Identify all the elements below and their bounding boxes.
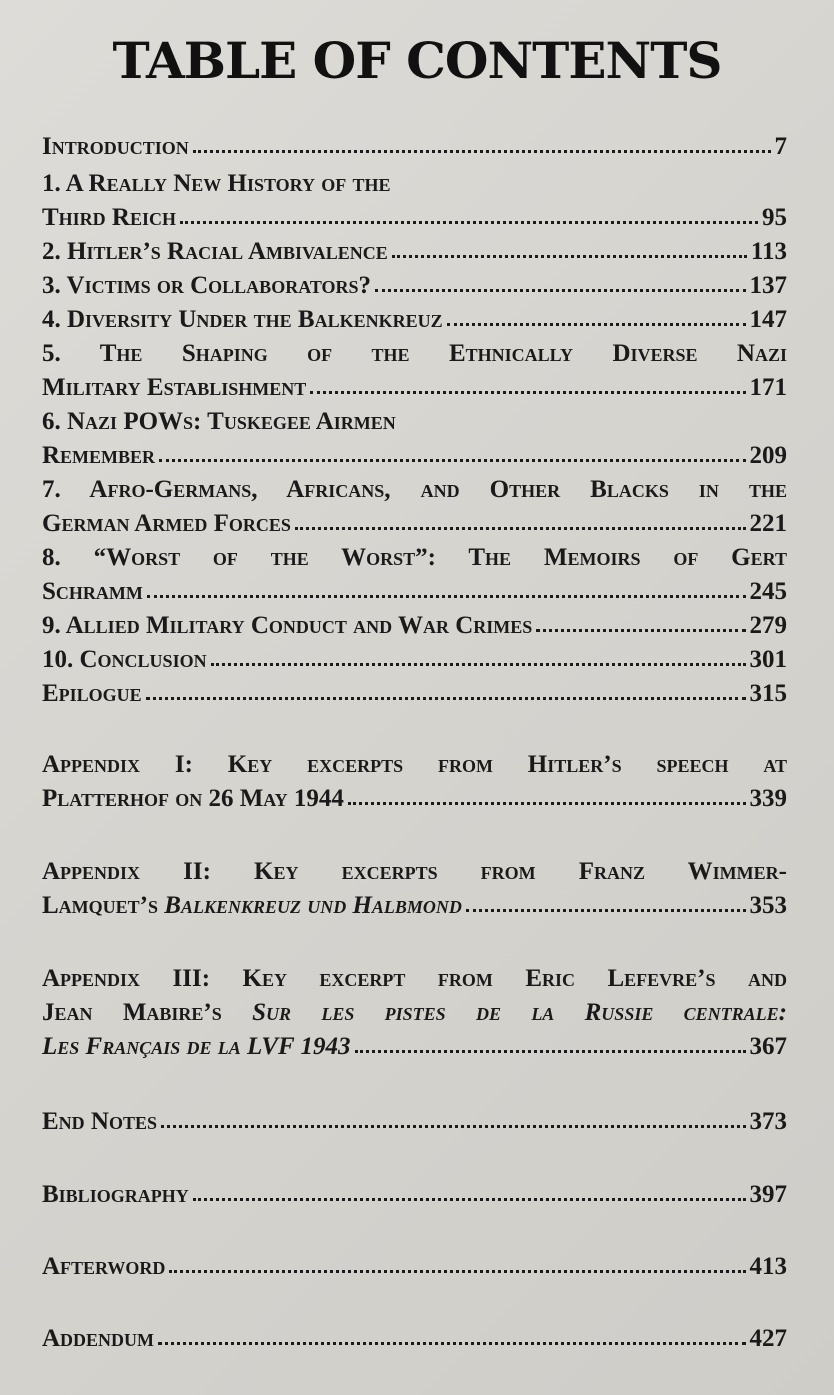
page-number: 113 — [750, 238, 787, 265]
entry-label: Appendix I: Key excerpts from Hitler’s speech at — [42, 751, 787, 778]
entry-label: Appendix II: Key excerpts from Franz Wimmer- — [42, 858, 787, 885]
toc-entry-appendix2[interactable] — [42, 855, 787, 923]
dot-leader — [180, 207, 758, 227]
page-number: 397 — [749, 1181, 787, 1208]
dot-leader — [348, 788, 746, 808]
entry-label-prefix: Lamquet’s — [42, 892, 165, 919]
toc-entry-appendix1[interactable] — [42, 748, 787, 816]
entry-label: 9. Allied Military Conduct and War Crimes — [42, 612, 533, 639]
dot-leader — [158, 1328, 745, 1348]
dot-leader — [193, 1184, 746, 1204]
page-number: 209 — [749, 442, 787, 469]
dot-leader — [392, 241, 747, 261]
dot-leader — [447, 309, 746, 329]
entry-label-cont: Schramm — [42, 578, 143, 605]
toc-entry-end-notes[interactable] — [42, 1105, 787, 1139]
entry-label: 4. Diversity Under the Balkenkreuz — [42, 306, 443, 333]
entry-label: 8. “Worst of the Worst”: The Memoirs of Gert — [42, 544, 787, 571]
entry-label-cont — [42, 996, 787, 1030]
page-number: 315 — [749, 680, 787, 707]
page-title: TABLE OF CONTENTS — [112, 31, 722, 90]
entry-label: 2. Hitler’s Racial Ambivalence — [42, 238, 388, 265]
entry-label: 6. Nazi POWs: Tuskegee Airmen — [42, 408, 396, 435]
dot-leader — [147, 581, 746, 601]
toc-entry-afterword[interactable] — [42, 1250, 787, 1284]
entry-label-cont — [42, 889, 462, 923]
entry-label: 7. Afro-Germans, Africans, and Other Blacks in the — [42, 476, 787, 503]
entry-label-cont: Third Reich — [42, 204, 176, 231]
page-number: 95 — [762, 204, 787, 231]
entry-label-italic-title: Sur les pistes de la Russie centrale: — [252, 999, 788, 1026]
toc-entry-addendum[interactable] — [42, 1322, 787, 1356]
page-number: 301 — [749, 646, 787, 673]
entry-label: 10. Conclusion — [42, 646, 207, 673]
toc-entry-ch8[interactable] — [42, 541, 787, 609]
toc-entry-epilogue[interactable] — [42, 677, 787, 711]
entry-label-cont: Military Establishment — [42, 374, 307, 401]
toc-entry-ch5[interactable] — [42, 337, 787, 405]
dot-leader — [375, 275, 745, 295]
dot-leader — [466, 895, 746, 915]
toc-entry-ch4[interactable] — [42, 303, 787, 337]
entry-label-cont: Remember — [42, 442, 156, 469]
entry-label: Bibliography — [42, 1181, 189, 1208]
entry-label-cont: Platterhof on 26 May 1944 — [42, 785, 344, 812]
page-number: 147 — [749, 306, 787, 333]
entry-label-italic-title: Balkenkreuz und Halbmond — [164, 892, 462, 919]
entry-label: Afterword — [42, 1253, 166, 1280]
dot-leader — [169, 1256, 745, 1276]
toc-entry-introduction[interactable] — [42, 130, 787, 164]
entry-label: 3. Victims or Collaborators? — [42, 272, 372, 299]
dot-leader — [355, 1036, 746, 1056]
entry-label-prefix: Jean Mabire’s — [42, 999, 253, 1026]
entry-label: Addendum — [42, 1325, 155, 1352]
page-number: 339 — [749, 785, 787, 812]
entry-label-cont: German Armed Forces — [42, 510, 291, 537]
dot-leader — [295, 513, 746, 533]
dot-leader — [161, 1111, 745, 1131]
toc-entry-ch7[interactable] — [42, 473, 787, 541]
entry-label: 1. A Really New History of the — [42, 170, 391, 197]
entry-label: End Notes — [42, 1108, 158, 1135]
dot-leader — [211, 649, 746, 669]
dot-leader — [310, 377, 745, 397]
page-number: 353 — [749, 892, 787, 919]
entry-label: Appendix III: Key excerpt from Eric Lefevre’s and — [42, 965, 787, 992]
dot-leader — [193, 136, 771, 156]
toc-entry-ch1[interactable] — [42, 167, 787, 235]
toc-entry-ch2[interactable] — [42, 235, 787, 269]
page-number: 279 — [749, 612, 787, 639]
toc-entry-ch10[interactable] — [42, 643, 787, 677]
page-number: 221 — [749, 510, 787, 537]
dot-leader — [536, 615, 745, 635]
toc-entry-bibliography[interactable] — [42, 1178, 787, 1212]
dot-leader — [146, 683, 746, 703]
page-number: 373 — [749, 1108, 787, 1135]
entry-label: 5. The Shaping of the Ethnically Diverse Nazi — [42, 340, 787, 367]
toc-entry-ch6[interactable] — [42, 405, 787, 473]
page-number: 245 — [749, 578, 787, 605]
toc-entry-ch3[interactable] — [42, 269, 787, 303]
page-number: 7 — [774, 133, 787, 160]
page-number: 137 — [749, 272, 787, 299]
page-number: 413 — [749, 1253, 787, 1280]
toc-entry-appendix3[interactable] — [42, 962, 787, 1064]
page-number: 427 — [749, 1325, 787, 1352]
page-number: 367 — [749, 1033, 787, 1060]
dot-leader — [159, 445, 745, 465]
page-number: 171 — [749, 374, 787, 401]
entry-label: Introduction — [42, 133, 189, 160]
entry-label-italic-subtitle: Les Français de la LVF 1943 — [42, 1033, 351, 1060]
entry-label: Epilogue — [42, 680, 142, 707]
toc-entry-ch9[interactable] — [42, 609, 787, 643]
